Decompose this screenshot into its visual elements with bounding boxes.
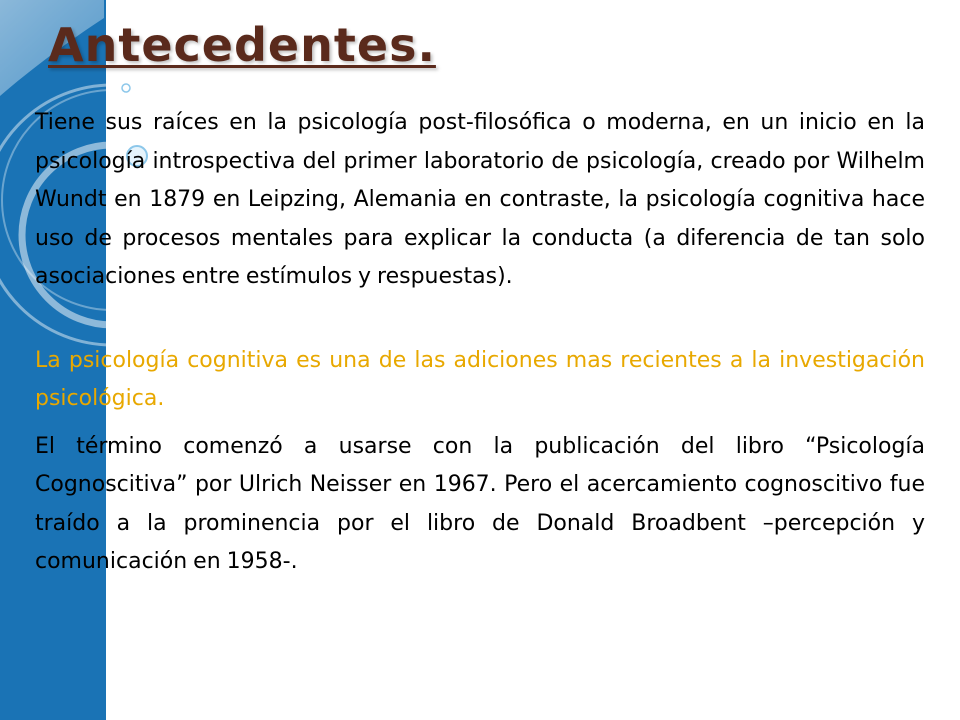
paragraph-spacer [35,297,925,342]
paragraph-origins: Tiene sus raíces en la psicología post-filosófica o moderna, en un inicio en la psicología introspectiva del primer laboratorio de psicología, creado por Wilhelm Wundt en 1879 en Leipzing, Alemania en contraste, la psicología cognitiva hace uso de procesos mentales para explicar la conducta (a diferencia de tan solo asociaciones entre estímulos y respuestas). [35,110,925,289]
paragraph-highlight: La psicología cognitiva es una de las adiciones mas recientes a la investigación psicológica. [35,347,925,411]
slide-content [35,104,925,582]
paragraph-spacer [35,419,925,428]
slide-title: Antecedentes. [48,18,436,72]
paragraph-term-history: El término comenzó a usarse con la publicación del libro “Psicología Cognoscitiva” por Ulrich Neisser en 1967. Pero el acercamiento cognoscitivo fue traído a la prominencia por el libro de Donald Broadbent –percepción y comunicación en 1958-. [35,433,925,574]
